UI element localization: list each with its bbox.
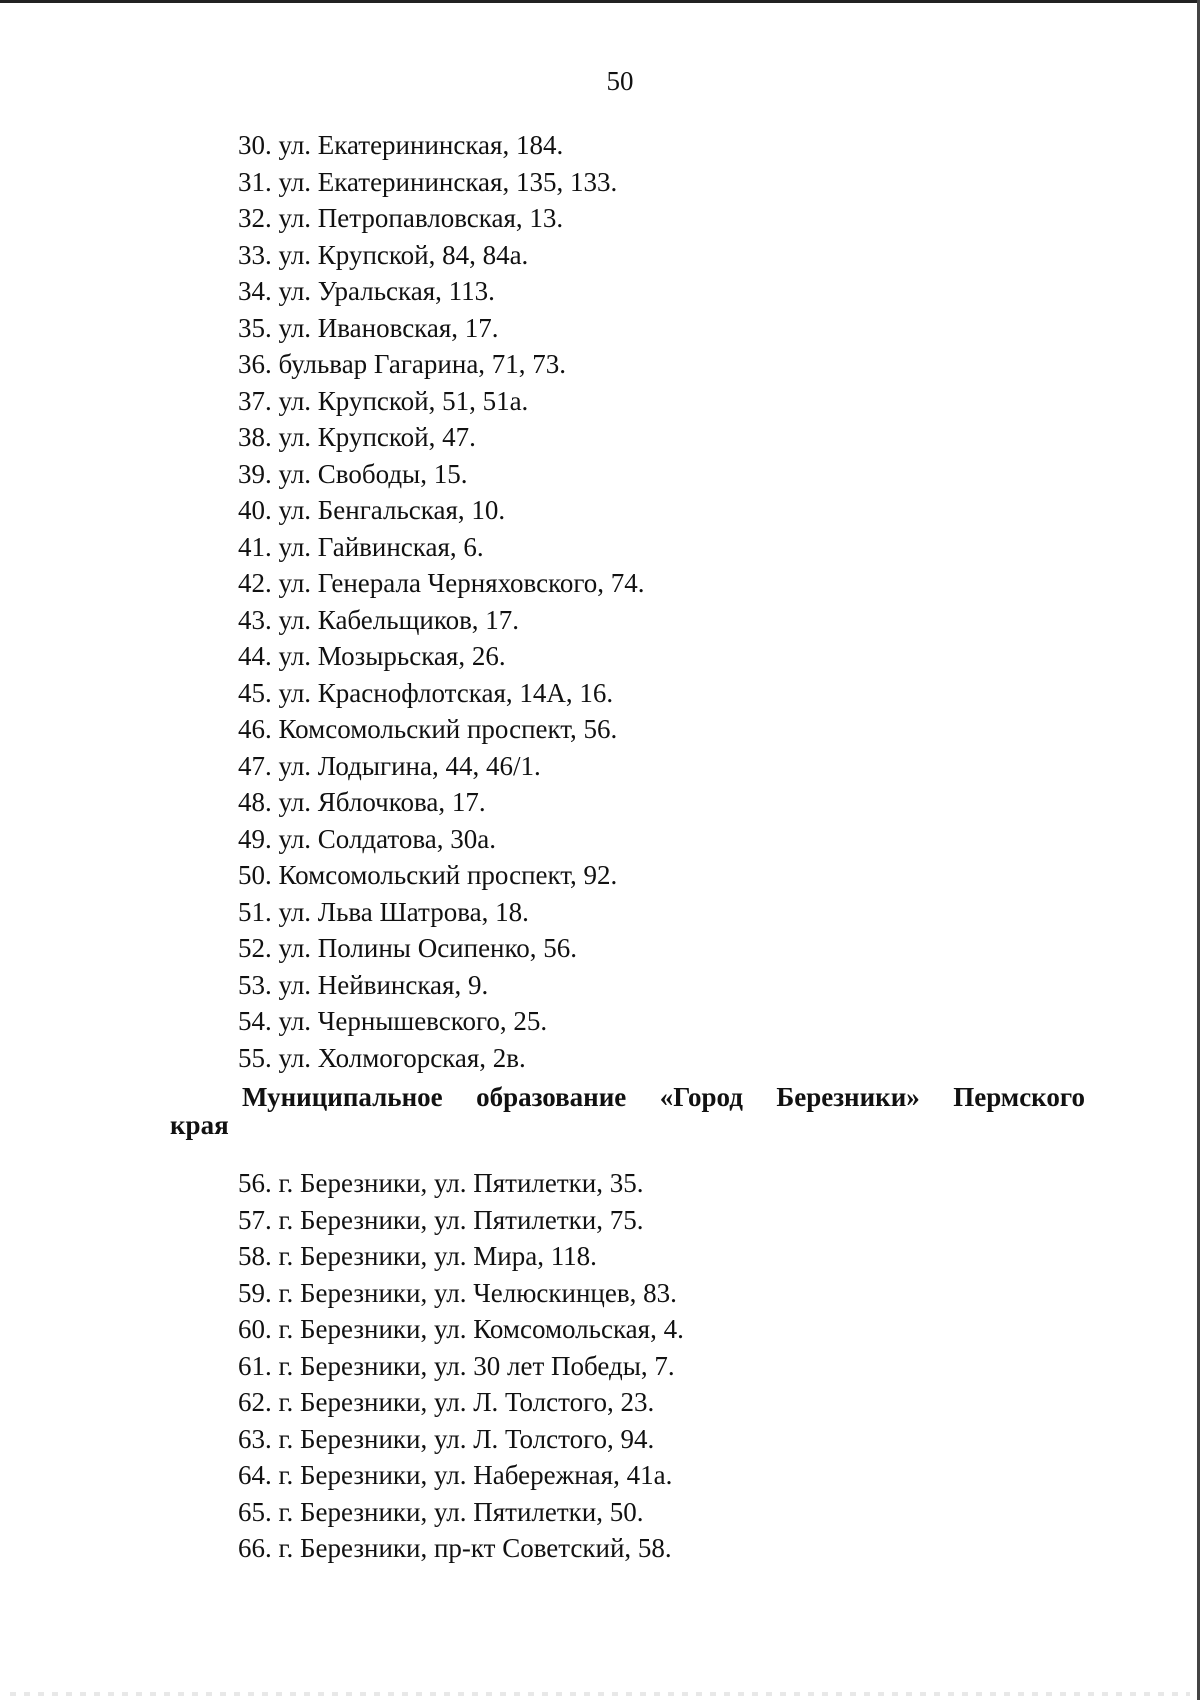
heading-word: «Город — [659, 1082, 743, 1112]
list-item: 65. г. Березники, ул. Пятилетки, 50. — [238, 1496, 644, 1527]
list-item: 55. ул. Холмогорская, 2в. — [238, 1042, 526, 1073]
heading-word: Пермского — [953, 1082, 1085, 1112]
list-item: 30. ул. Екатерининская, 184. — [238, 130, 564, 160]
list-item: 36. бульвар Гагарина, 71, 73. — [238, 349, 567, 379]
list-item: 40. ул. Бенгальская, 10. — [238, 495, 506, 525]
list-item: 66. г. Березники, пр-кт Советский, 58. — [238, 1533, 672, 1563]
heading-word: Муниципальное — [242, 1082, 443, 1112]
list-item: 46. Комсомольский проспект, 56. — [238, 714, 618, 744]
list-item: 45. ул. Краснофлотская, 14А, 16. — [238, 677, 614, 708]
page-number: 50 — [606, 66, 634, 96]
list-item: 43. ул. Кабельщиков, 17. — [238, 604, 520, 635]
heading-word: Березники» — [776, 1082, 920, 1112]
section-heading-line-1 — [170, 1083, 1085, 1111]
list-item: 52. ул. Полины Осипенко, 56. — [238, 933, 578, 963]
scan-top-edge — [0, 0, 1200, 3]
list-item: 33. ул. Крупской, 84, 84а. — [238, 239, 529, 270]
list-item: 58. г. Березники, ул. Мира, 118. — [238, 1241, 597, 1271]
list-item: 39. ул. Свободы, 15. — [238, 458, 468, 489]
list-item: 61. г. Березники, ул. 30 лет Победы, 7. — [238, 1350, 675, 1381]
list-item: 63. г. Березники, ул. Л. Толстого, 94. — [238, 1423, 655, 1454]
list-item: 41. ул. Гайвинская, 6. — [238, 531, 484, 562]
list-item: 59. г. Березники, ул. Челюскинцев, 83. — [238, 1277, 677, 1308]
list-item: 62. г. Березники, ул. Л. Толстого, 23. — [238, 1387, 655, 1417]
list-item: 48. ул. Яблочкова, 17. — [238, 787, 486, 817]
list-item: 64. г. Березники, ул. Набережная, 41а. — [238, 1460, 673, 1490]
heading-word: образование — [476, 1082, 627, 1112]
scan-bottom-artifact — [10, 1692, 1190, 1696]
list-item: 32. ул. Петропавловская, 13. — [238, 203, 564, 233]
list-item: 56. г. Березники, ул. Пятилетки, 35. — [238, 1168, 644, 1198]
section-heading-line-2: края — [170, 1110, 229, 1140]
list-item: 47. ул. Лодыгина, 44, 46/1. — [238, 750, 541, 781]
list-item: 31. ул. Екатерининская, 135, 133. — [238, 166, 618, 197]
list-item: 34. ул. Уральская, 113. — [238, 276, 495, 306]
list-item: 60. г. Березники, ул. Комсомольская, 4. — [238, 1314, 684, 1344]
list-item: 57. г. Березники, ул. Пятилетки, 75. — [238, 1204, 644, 1235]
list-item: 50. Комсомольский проспект, 92. — [238, 860, 618, 890]
list-item: 51. ул. Льва Шатрова, 18. — [238, 896, 529, 927]
section-heading — [170, 1083, 1085, 1139]
list-item: 54. ул. Чернышевского, 25. — [238, 1006, 548, 1036]
list-item: 38. ул. Крупской, 47. — [238, 422, 476, 452]
list-item: 35. ул. Ивановская, 17. — [238, 312, 499, 343]
list-item: 42. ул. Генерала Черняховского, 74. — [238, 568, 645, 598]
list-item: 53. ул. Нейвинская, 9. — [238, 969, 489, 1000]
address-list-before — [238, 127, 645, 1076]
list-item: 37. ул. Крупской, 51, 51а. — [238, 385, 529, 416]
address-list-after — [238, 1165, 684, 1567]
list-item: 44. ул. Мозырьская, 26. — [238, 641, 506, 671]
list-item: 49. ул. Солдатова, 30а. — [238, 823, 496, 854]
